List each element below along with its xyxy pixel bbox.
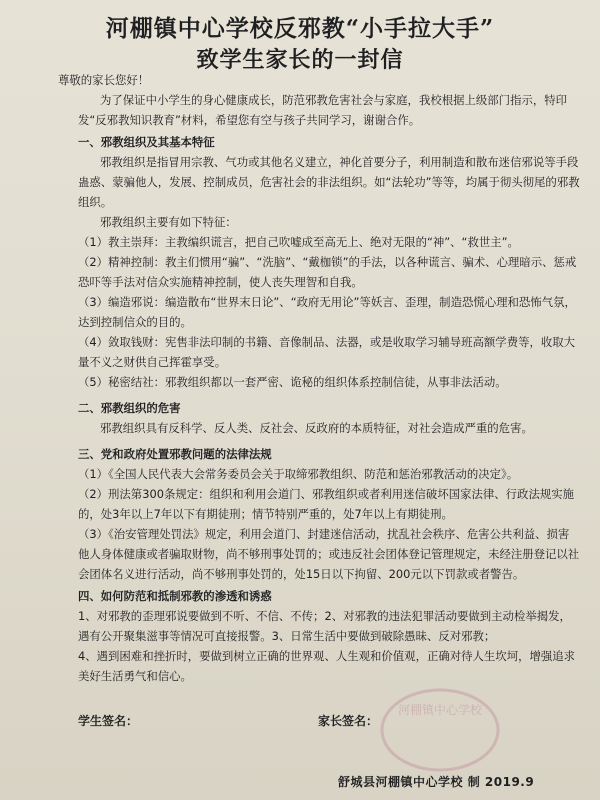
letter-body bbox=[58, 70, 580, 686]
law-item: （3）《治安管理处罚法》规定，利用会道门、封建迷信活动，扰乱社会秩序、危害公共利益、损害他人身体健康或者骗取财物，尚不够刑事处罚的；或违反社会团体登记管理规定，未经注册登记以社会团体名义进行活动，尚不够刑事处罚的，处15日以下拘留、200元以下罚款或者警告。 bbox=[78, 527, 580, 581]
section-2-heading: 二、邪教组织的危害 bbox=[78, 401, 181, 415]
section-4-heading: 四、如何防范和抵制邪教的渗透和诱惑 bbox=[78, 589, 272, 603]
feature-item: （3）编造邪说：编造散布“世界末日论”、“政府无用论”等妖言、歪理，制造恐慌心理和恐怖气氛，达到控制信众的目的。 bbox=[78, 295, 576, 329]
school-seal-icon bbox=[375, 676, 505, 772]
issuer-name: 舒城县河棚镇中心学校 bbox=[338, 775, 464, 789]
made-label: 制 bbox=[467, 775, 481, 789]
feature-item: （4）敛取钱财：宪售非法印制的书籍、音像制品、法器，或是收取学习辅导班高额学费等，收取大量不义之财供自己挥霍享受。 bbox=[78, 335, 576, 369]
title-line-2: 致学生家长的一封信 bbox=[196, 47, 404, 73]
law-item: （1）《全国人民代表大会常务委员会关于取缔邪教组织、防范和惩治邪教活动的决定》。 bbox=[78, 467, 519, 481]
section-1-subheading: 邪教组织主要有如下特征： bbox=[100, 215, 237, 229]
feature-item: （1）教主崇拜：主教编织谎言，把自己吹嘘成至高无上、绝对无限的“神”、“救世主”。 bbox=[78, 235, 519, 249]
feature-item: （5）秘密结社：邪教组织都以一套严密、诡秘的组织体系控制信徒，从事非法活动。 bbox=[78, 375, 507, 389]
svg-text:河棚镇中心学校: 河棚镇中心学校 bbox=[397, 703, 483, 717]
section-1-paragraph: 邪教组织是指冒用宗教、气功或其他名义建立，神化首要分子，利用制造和散布迷信邪说等手段蛊惑、蒙骗他人，发展、控制成员，危害社会的非法组织。如“法轮功”等等，均属于彻头彻尾的邪教组织。 bbox=[78, 155, 580, 209]
parent-signature-label: 家长签名： bbox=[318, 714, 379, 728]
greeting: 尊敬的家长您好！ bbox=[58, 73, 150, 87]
issue-date: 2019.9 bbox=[484, 775, 535, 789]
section-3-heading: 三、党和政府处置邪教问题的法律法规 bbox=[78, 447, 272, 461]
feature-item: （2）精神控制：教主们惯用“骗”、“洗脑”、“戴枷锁”的手法，以各种谎言、骗术、心理暗示、惩戒恐吓等手法对信众实施精神控制，使人丧失理智和自我。 bbox=[78, 255, 577, 289]
prevention-item: 1、对邪教的歪理邪说要做到不听、不信、不传；2、对邪教的违法犯罪活动要做到主动检举揭发，遇有公开聚集滋事等情况可直接报警。3、日常生活中要做到破除愚昧、反对邪教； bbox=[78, 609, 571, 643]
section-1-heading: 一、邪教组织及其基本特征 bbox=[78, 135, 215, 149]
law-item: （2）刑法第300条规定：组织和利用会道门、邪教组织或者利用迷信破坏国家法律、行政法规实施的，处3年以上7年以下有期徒刑；情节特别严重的，处7年以上有期徒刑。 bbox=[78, 487, 575, 521]
section-2-paragraph: 邪教组织具有反科学、反人类、反社会、反政府的本质特征，对社会造成严重的危害。 bbox=[100, 421, 533, 435]
intro-paragraph: 为了保证中小学生的身心健康成长，防范邪教危害社会与家庭，我校根据上级部门指示，特印发“反邪教知识教育”材料，希望您有空与孩子共同学习，谢谢合作。 bbox=[78, 93, 568, 127]
prevention-item: 4、遇到困难和挫折时，要做到树立正确的世界观、人生观和价值观，正确对待人生坎坷，增强追求美好生活勇气和信心。 bbox=[78, 649, 576, 683]
issuer-footer bbox=[338, 773, 534, 790]
title-line-1: 河棚镇中心学校反邪教“小手拉大手” bbox=[105, 15, 495, 42]
student-signature-label: 学生签名： bbox=[78, 714, 139, 728]
